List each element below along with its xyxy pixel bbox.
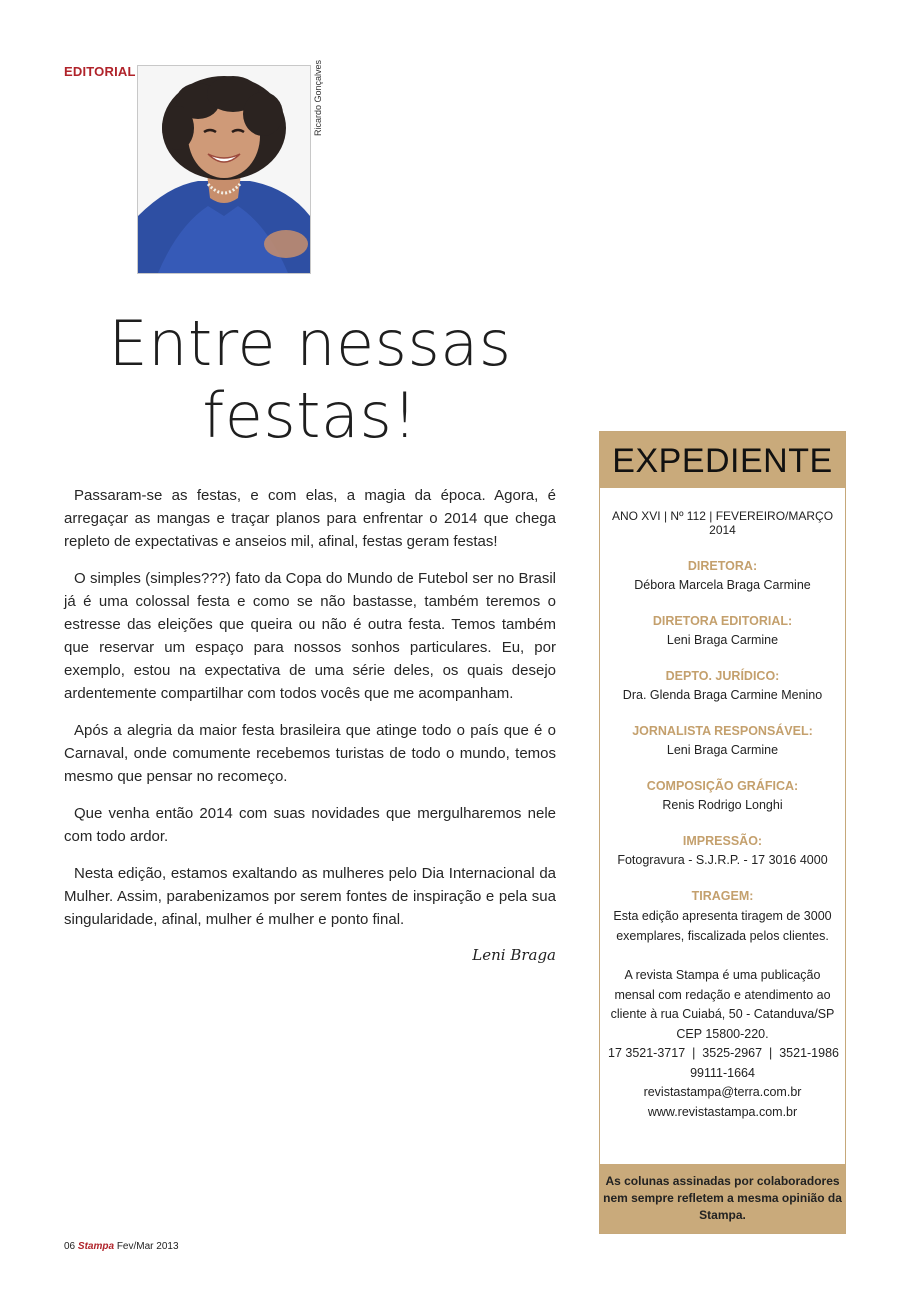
credit-editorial-director: [600, 614, 845, 647]
credit-name: Dra. Glenda Braga Carmine Menino: [622, 688, 823, 702]
page-footer: [64, 1241, 179, 1252]
credit-role: JORNALISTA RESPONSÁVEL:: [632, 724, 813, 738]
author-photo: [137, 65, 311, 274]
credit-role: TIRAGEM:: [691, 889, 754, 903]
credit-journalist: [600, 724, 845, 757]
expediente-title: EXPEDIENTE: [600, 432, 845, 488]
body-paragraph-3: Após a alegria da maior festa brasileira que atinge todo o país que é o Carnaval, onde comumente recebemos turistas de todo o mundo, temos mesmo que pensar no recomeço.: [64, 722, 556, 785]
author-portrait-illustration: [138, 66, 310, 273]
body-paragraph-1: Passaram-se as festas, e com elas, a magia da época. Agora, é arregaçar as mangas e traçar planos para enfrentar o 2014 que chega repleto de expectativas e anseios mil, afinal, festas geram festas!: [64, 487, 556, 550]
body-paragraph-5: Nesta edição, estamos exaltando as mulheres pelo Dia Internacional da Mulher. Assim, parabenizamos por serem fontes de inspiração e pela sua singularidade, afinal, mulher é mulher e ponto final.: [64, 865, 556, 928]
about-text: A revista Stampa é uma publicação mensal com redação e atendimento ao cliente à rua Cuiabá, 50 - Catanduva/SP CEP 15800-220.: [610, 968, 835, 1041]
credit-director: [600, 559, 845, 592]
credit-name: Renis Rodrigo Longhi: [662, 798, 783, 812]
credit-name: Leni Braga Carmine: [666, 743, 779, 757]
brand-name: Stampa: [77, 1241, 115, 1252]
credit-tiragem: [600, 889, 845, 946]
credit-role: DIRETORA EDITORIAL:: [652, 614, 793, 628]
body-paragraph-2: O simples (simples???) fato da Copa do Mundo de Futebol ser no Brasil já é uma colossal festa e como se não bastasse, também teremos o estresse das eleições que queira ou não é outra festa. Temos também que reservar um espaço para nossos sonhos particulares. Eu, por exemplo, estou na expectativa de uma série deles, os quais desejo ardentemente compartilhar com todos vocês que me acompanham.: [64, 570, 556, 702]
credit-name: Fotogravura - S.J.R.P. - 17 3016 4000: [617, 853, 828, 867]
credit-name: Leni Braga Carmine: [666, 633, 779, 647]
email-link[interactable]: revistastampa@terra.com.br: [643, 1085, 802, 1099]
issue-info: ANO XVI | Nº 112 | FEVEREIRO/MARÇO 2014: [611, 509, 834, 537]
credit-role: DEPTO. JURÍDICO:: [665, 669, 780, 683]
credit-role: COMPOSIÇÃO GRÁFICA:: [646, 779, 799, 793]
issue-date: Fev/Mar 2013: [116, 1241, 179, 1252]
credit-printing: [600, 834, 845, 867]
headline-line-2: festas!: [202, 379, 418, 452]
disclaimer-note: As colunas assinadas por colaboradores nem sempre refletem a mesma opinião da Stampa.: [600, 1164, 845, 1233]
credit-legal: [600, 669, 845, 702]
tiragem-text: Esta edição apresenta tiragem de 3000 exemplares, fiscalizada pelos clientes.: [613, 909, 832, 943]
body-paragraph-4: Que venha então 2014 com suas novidades que mergulharemos nele com todo ardor.: [64, 805, 556, 845]
phone-numbers: 17 3521-3717 | 3525-2967 | 3521-1986: [608, 1046, 839, 1060]
credit-name: Débora Marcela Braga Carmine: [634, 578, 811, 592]
page-number: 06: [64, 1241, 76, 1252]
photo-credit: Ricardo Gonçalves: [313, 59, 323, 136]
credit-role: DIRETORA:: [687, 559, 758, 573]
credit-role: IMPRESSÃO:: [682, 834, 763, 848]
author-signature: Leni Braga: [472, 946, 556, 964]
headline: [60, 308, 560, 452]
website-link[interactable]: www.revistastampa.com.br: [647, 1104, 798, 1119]
credit-graphic-composition: [600, 779, 845, 812]
section-label: EDITORIAL: [64, 64, 136, 79]
headline-line-1: Entre nessas: [108, 307, 512, 380]
expediente-box: [599, 431, 846, 1234]
mobile-number: 99111-1664: [690, 1065, 755, 1080]
editorial-body: [64, 484, 556, 945]
